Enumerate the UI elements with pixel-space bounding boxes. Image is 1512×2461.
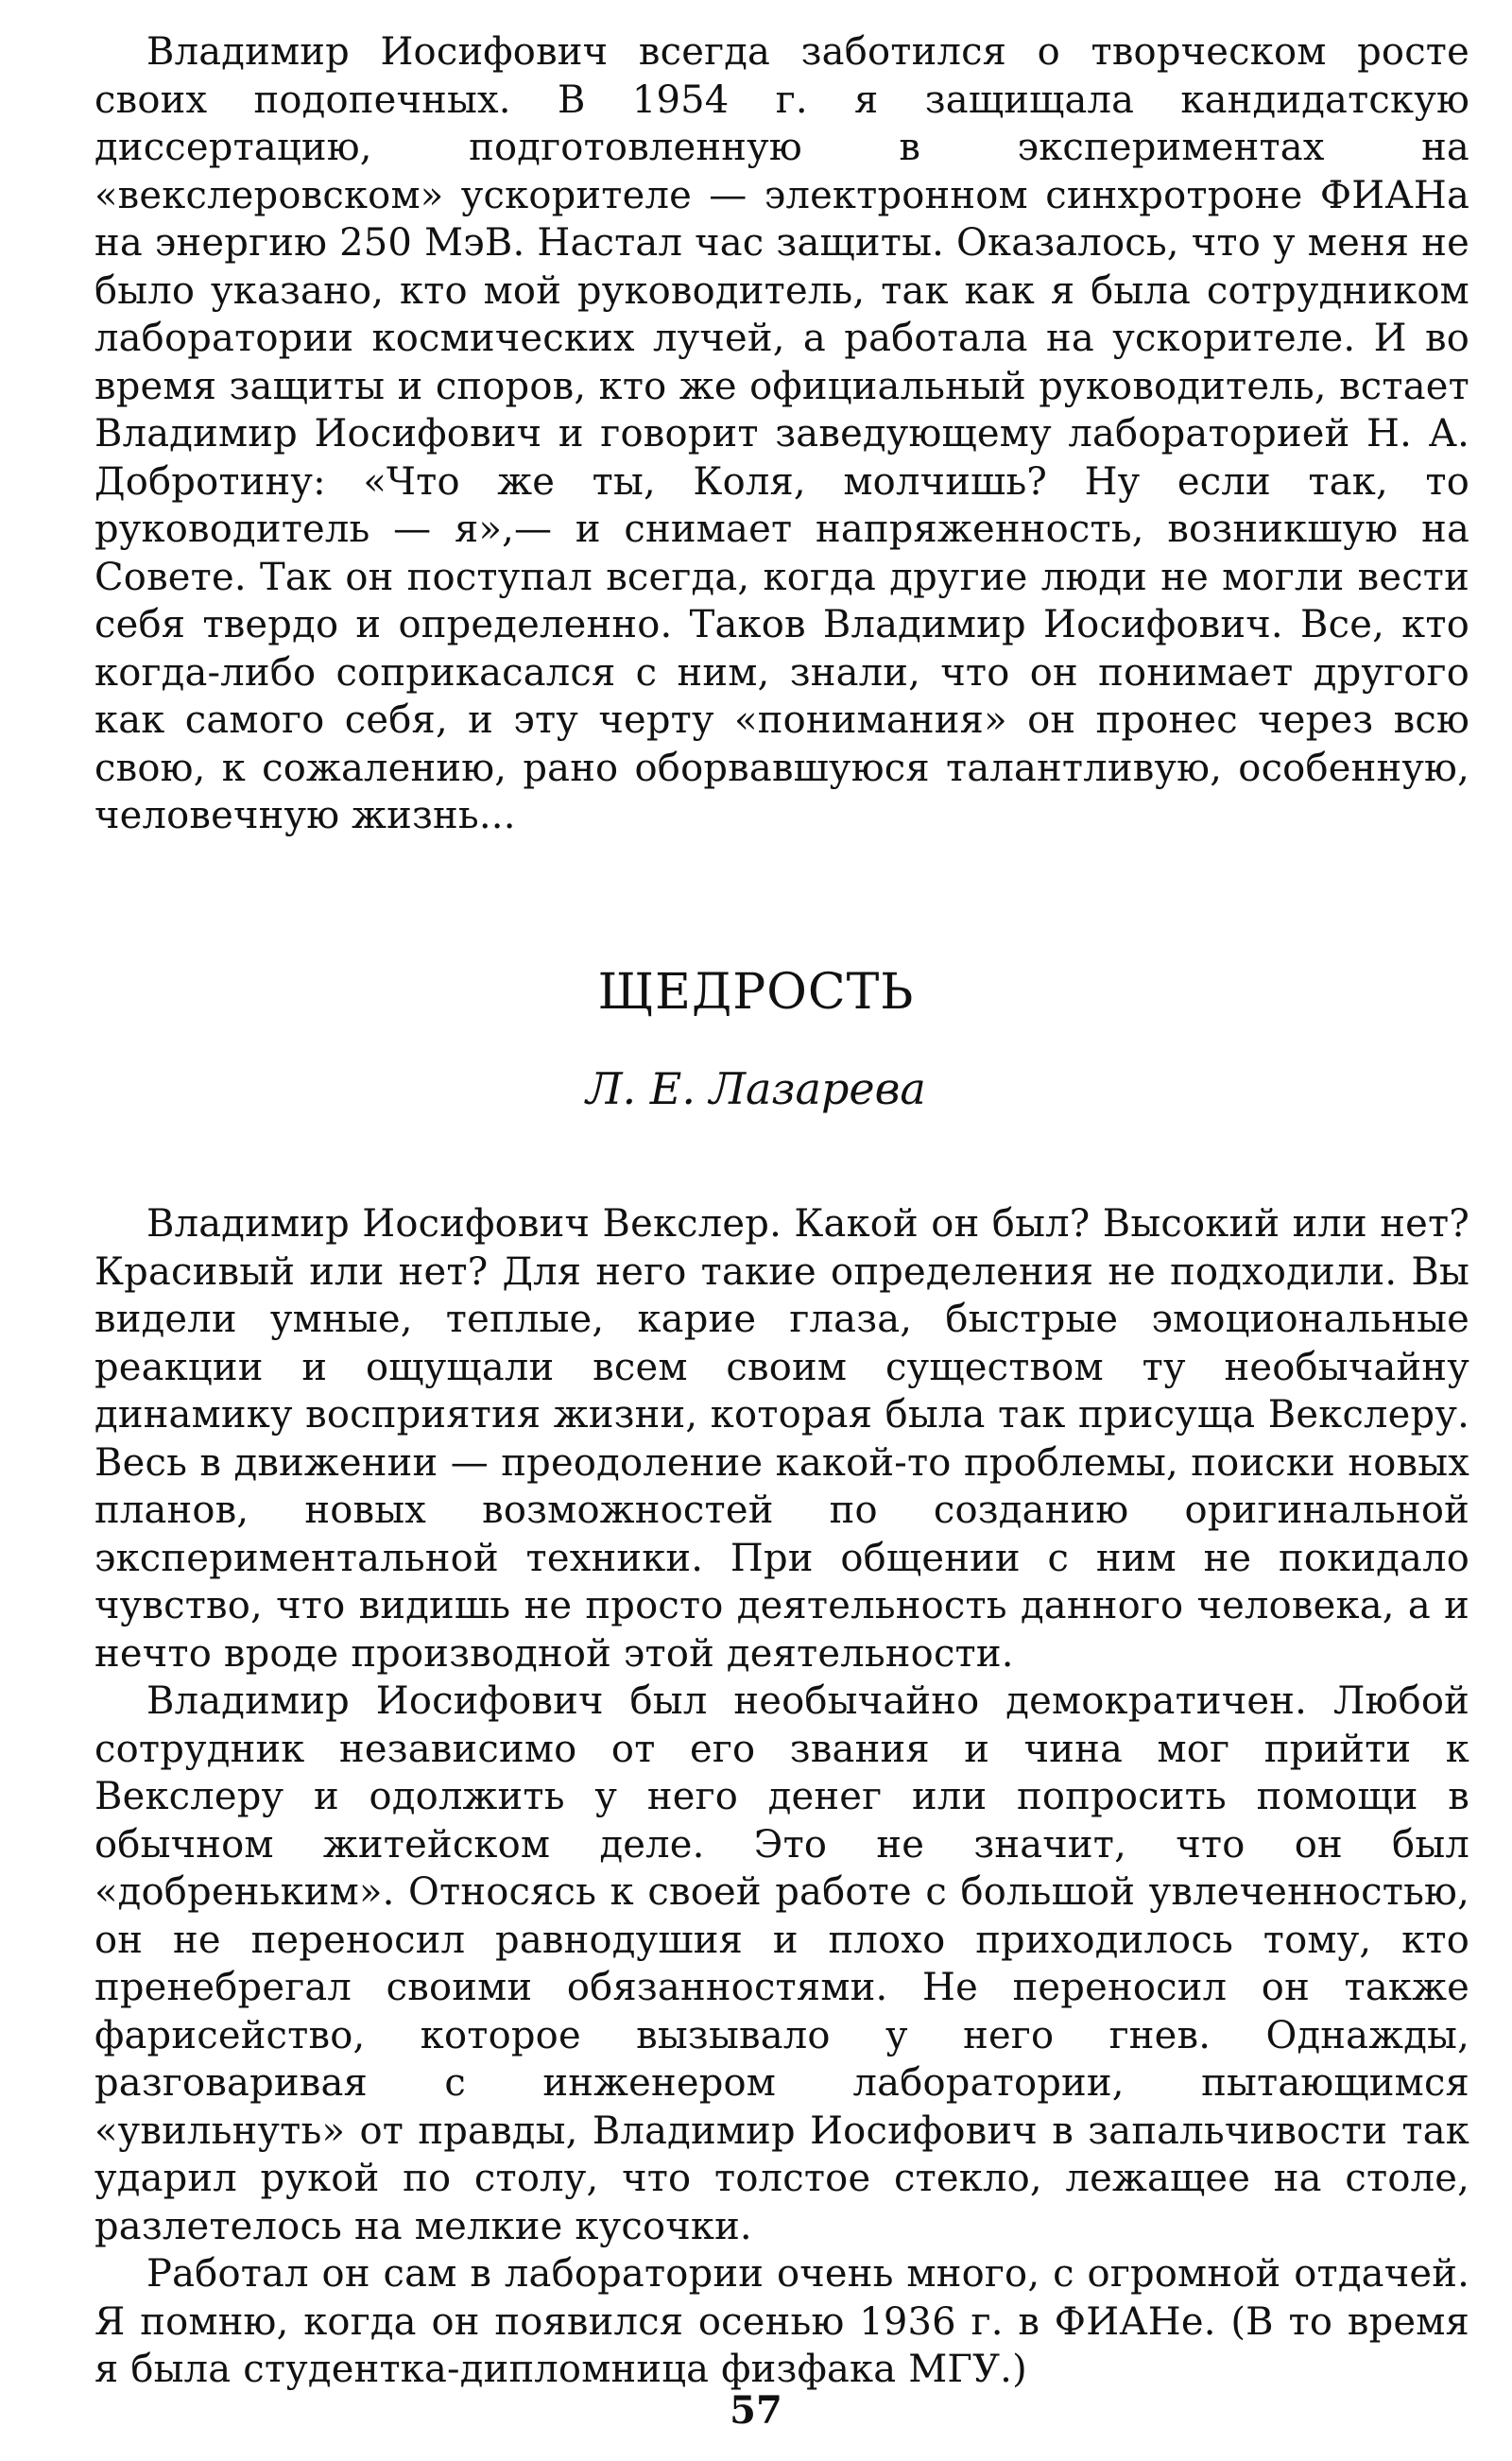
- previous-section-text: [94, 28, 1469, 840]
- paragraph: Владимир Иосифович Векслер. Какой он был? Высокий или нет? Красивый или нет? Для него такие определения не подходили. Вы видели умные, теплые, карие глаза, быстрые эмоциональные реакции и ощущали всем своим существом ту необычайну динамику восприятия жизни, которая была так присуща Векслеру. Весь в движении — преодоление какой-то проблемы, поиски новых планов, новых возможностей по созданию оригинальной экспериментальной техники. При общении с ним не покидало чувство, что видишь не просто деятельность данного человека, а и нечто вроде производной этой деятельности.: [94, 1202, 1469, 1676]
- page-number: 57: [730, 2388, 782, 2433]
- paragraph: Владимир Иосифович был необычайно демократичен. Любой сотрудник независимо от его звания и чина мог прийти к Векслеру и одолжить у него денег или попросить помощи в обычном житейском деле. Это не значит, что он был «добреньким». Относясь к своей работе с большой увлеченностью, он не переносил равнодушия и плохо приходилось тому, кто пренебрегал своими обязанностями. Не переносил он также фарисейство, которое вызывало у него гнев. Однажды, разговаривая с инженером лаборатории, пытающимся «увильнуть» от правды, Владимир Иосифович в запальчивости так ударил рукой по столу, что толстое стекло, лежащее на столе, разлетелось на мелкие кусочки.: [94, 1679, 1469, 2248]
- paragraph: Владимир Иосифович всегда заботился о творческом росте своих подопечных. В 1954 г. я защищала кандидатскую диссертацию, подготовленную в экспериментах на «векслеровском» ускорителе — электронном синхротроне ФИАНа на энергию 250 МэВ. Настал час защиты. Оказалось, что у меня не было указано, кто мой руководитель, так как я была сотрудником лаборатории космических лучей, а работала на ускорителе. И во время защиты и споров, кто же официальный руководитель, встает Владимир Иосифович и говорит заведующему лабораторией Н. А. Добротину: «Что же ты, Коля, молчишь? Ну если так, то руководитель — я»,— и снимает напряженность, возникшую на Совете. Так он поступал всегда, когда другие люди не могли вести себя твердо и определенно. Таков Владимир Иосифович. Все, кто когда-либо соприкасался с ним, знали, что он понимает другого как самого себя, и эту черту «понимания» он пронес через всю свою, к сожалению, рано оборвавшуюся талантливую, особенную, человечную жизнь...: [94, 30, 1469, 837]
- section-author: Л. Е. Лазарева: [586, 1063, 926, 1114]
- section-body-text: [94, 1200, 1469, 2394]
- section-title: ЩЕДРОСТЬ: [597, 964, 915, 1021]
- paragraph: Работал он сам в лаборатории очень много, с огромной отдачей. Я помню, когда он появился осенью 1936 г. в ФИАНе. (В то время я была студентка-дипломница физфака МГУ.): [94, 2252, 1469, 2391]
